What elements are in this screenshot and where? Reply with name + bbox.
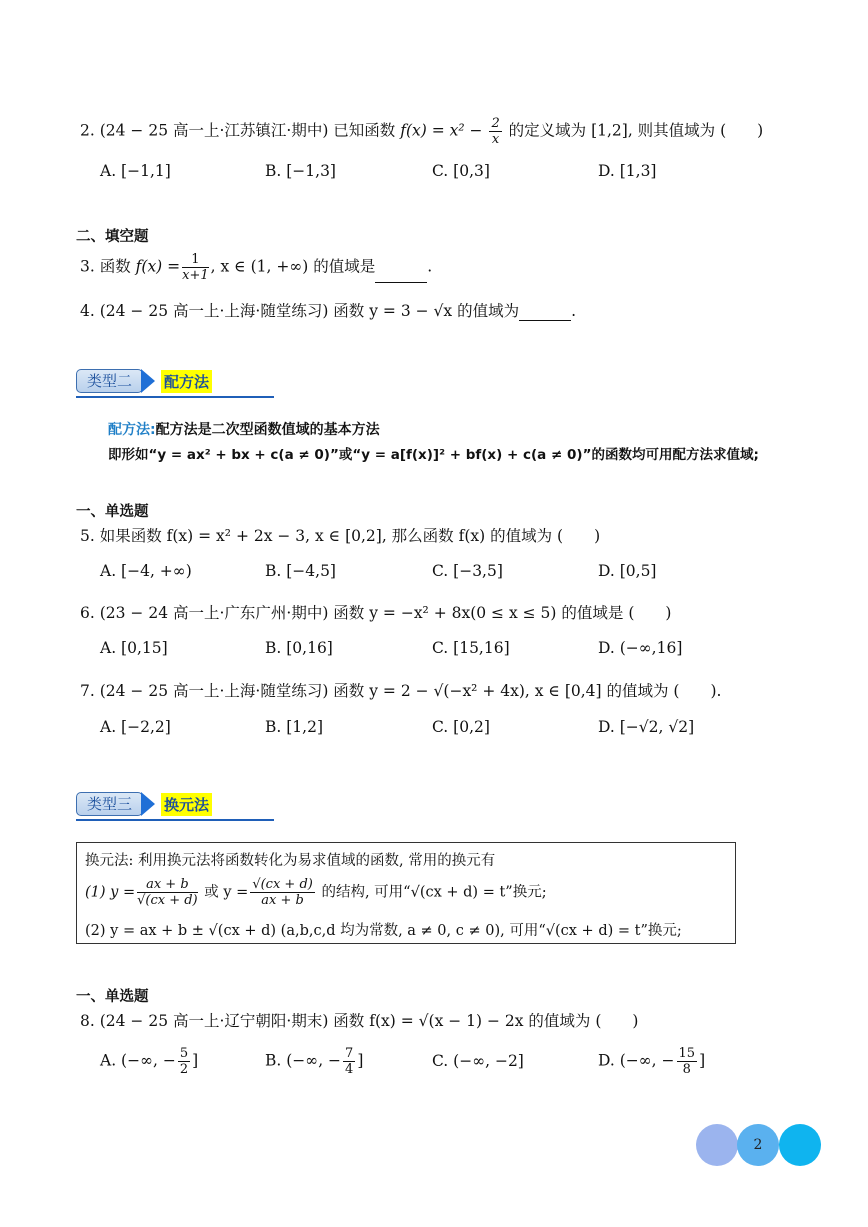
box-line-2 (85, 877, 547, 908)
section-single-choice-2: 一、单选题 (76, 989, 149, 1005)
type-3-tag: 类型三 (76, 792, 143, 816)
type-2-underline (76, 396, 274, 398)
question-6: 6. (23 − 24 高一上·广东广州·期中) 函数 y = −x² + 8x(0 ≤ x ≤ 5) 的值域是 ( ) (80, 604, 672, 622)
section-single-choice-1: 一、单选题 (76, 504, 149, 520)
q8-b-post: ] (357, 1051, 364, 1070)
q2-option-d[interactable]: D. [1,3] (598, 162, 657, 180)
q4-answer-blank[interactable] (519, 304, 571, 321)
q8-option-d[interactable] (598, 1046, 705, 1077)
q2-option-b[interactable]: B. [−1,3] (265, 162, 336, 180)
q8-a-den: 2 (179, 1062, 189, 1077)
q2-suffix: 的定义域为 [1,2], 则其值域为 ( ) (503, 121, 764, 140)
q8-d-frac (677, 1046, 698, 1077)
arrow-icon (141, 792, 155, 816)
q8-a-num: 5 (179, 1046, 189, 1061)
q2-frac-num: 2 (491, 116, 500, 131)
box-frac-1 (137, 877, 198, 908)
q4-end: . (571, 302, 577, 320)
type-3-name: 换元法 (161, 793, 212, 816)
question-5: 5. 如果函数 f(x) = x² + 2x − 3, x ∈ [0,2], 那么函数 f(x) 的值域为 ( ) (80, 527, 601, 545)
q6-option-b[interactable]: B. [0,16] (265, 639, 333, 657)
decor-circle-right (779, 1124, 821, 1166)
box-line-3: (2) y = ax + b ± √(cx + d) (a,b,c,d 均为常数, a ≠ 0, c ≠ 0), 可用“√(cx + d) = t”换元; (85, 923, 682, 939)
q6-option-a[interactable]: A. [0,15] (100, 639, 168, 657)
q8-b-frac (343, 1046, 355, 1077)
question-3 (80, 252, 432, 283)
method-desc: 配方法是二次型函数值域的基本方法 (155, 422, 380, 438)
box-frac-2-den: ax + b (261, 893, 304, 908)
q5-option-a[interactable]: A. [−4, +∞) (100, 562, 192, 580)
q8-a-pre: A. (−∞, − (100, 1051, 176, 1070)
q8-a-frac (178, 1046, 190, 1077)
type-2-header (76, 368, 212, 394)
type-3-header (76, 791, 212, 817)
question-7: 7. (24 − 25 高一上·上海·随堂练习) 函数 y = 2 − √(−x² + 4x), x ∈ [0,4] 的值域为 ( ). (80, 682, 722, 700)
box-frac-2 (250, 877, 315, 908)
q2-prefix: 2. (24 − 25 高一上·江苏镇江·期中) 已知函数 (80, 121, 401, 140)
q8-option-a[interactable] (100, 1046, 198, 1077)
q7-option-a[interactable]: A. [−2,2] (100, 718, 171, 736)
box-line-1: 换元法: 利用换元法将函数转化为易求值域的函数, 常用的换元有 (85, 853, 496, 869)
q8-d-pre: D. (−∞, − (598, 1051, 675, 1070)
section-fill-in: 二、填空题 (76, 229, 149, 245)
q2-frac-den: x (491, 132, 500, 147)
q3-function: f(x) = (135, 257, 181, 276)
q5-option-b[interactable]: B. [−4,5] (265, 562, 336, 580)
box-frac-1-num: ax + b (137, 877, 198, 893)
q7-option-b[interactable]: B. [1,2] (265, 718, 323, 736)
question-2 (80, 116, 763, 147)
q8-d-num: 15 (678, 1046, 696, 1061)
type-3-underline (76, 819, 274, 821)
q2-function: f(x) = x² − (400, 121, 488, 140)
q8-option-b[interactable] (265, 1046, 363, 1077)
q7-option-c[interactable]: C. [0,2] (432, 718, 490, 736)
q8-option-c[interactable]: C. (−∞, −2] (432, 1052, 524, 1070)
q3-fraction (182, 252, 209, 283)
q8-d-den: 8 (682, 1062, 691, 1077)
type-2-tag: 类型二 (76, 369, 143, 393)
q3-answer-blank[interactable] (375, 266, 427, 283)
q5-option-c[interactable]: C. [−3,5] (432, 562, 503, 580)
decor-circle-left (696, 1124, 738, 1166)
q8-d-post: ] (699, 1051, 706, 1070)
q6-option-c[interactable]: C. [15,16] (432, 639, 510, 657)
method-label: 配方法: (108, 422, 156, 438)
q8-b-den: 4 (345, 1062, 354, 1077)
box-frac-2-num: √(cx + d) (252, 877, 313, 892)
box-l2-c: 的结构, 可用“√(cx + d) = t”换元; (321, 884, 547, 901)
page-indicator (696, 1124, 826, 1168)
q3-frac-den: x+1 (182, 268, 209, 283)
q2-option-a[interactable]: A. [−1,1] (100, 162, 171, 180)
q8-b-num: 7 (345, 1046, 354, 1061)
box-frac-1-den: √(cx + d) (137, 893, 198, 908)
box-l2-b: 或 y = (204, 884, 249, 901)
q5-option-d[interactable]: D. [0,5] (598, 562, 657, 580)
q3-end: . (427, 257, 433, 276)
method-line-2: 即形如“y = ax² + bx + c(a ≠ 0)”或“y = a[f(x)]² + bf(x) + c(a ≠ 0)”的函数均可用配方法求值域; (108, 447, 759, 463)
q3-frac-num: 1 (182, 252, 209, 268)
q8-a-post: ] (192, 1051, 199, 1070)
q4-text: 4. (24 − 25 高一上·上海·随堂练习) 函数 y = 3 − √x 的值域为 (80, 302, 520, 320)
q7-option-d[interactable]: D. [−√2, √2] (598, 718, 695, 736)
type-2-name: 配方法 (161, 370, 212, 393)
q3-prefix: 3. 函数 (80, 257, 136, 276)
box-l2-a: (1) y = (85, 884, 136, 901)
page-number: 2 (753, 1137, 763, 1153)
arrow-icon (141, 369, 155, 393)
q2-fraction (489, 116, 501, 147)
q2-option-c[interactable]: C. [0,3] (432, 162, 490, 180)
q8-b-pre: B. (−∞, − (265, 1051, 342, 1070)
q3-suffix: , x ∈ (1, +∞) 的值域是 (210, 257, 376, 276)
method-line-1 (108, 419, 380, 439)
q6-option-d[interactable]: D. (−∞,16] (598, 639, 683, 657)
question-4 (80, 301, 576, 321)
substitution-method-box (76, 842, 736, 944)
question-8: 8. (24 − 25 高一上·辽宁朝阳·期末) 函数 f(x) = √(x − 1) − 2x 的值域为 ( ) (80, 1012, 639, 1030)
